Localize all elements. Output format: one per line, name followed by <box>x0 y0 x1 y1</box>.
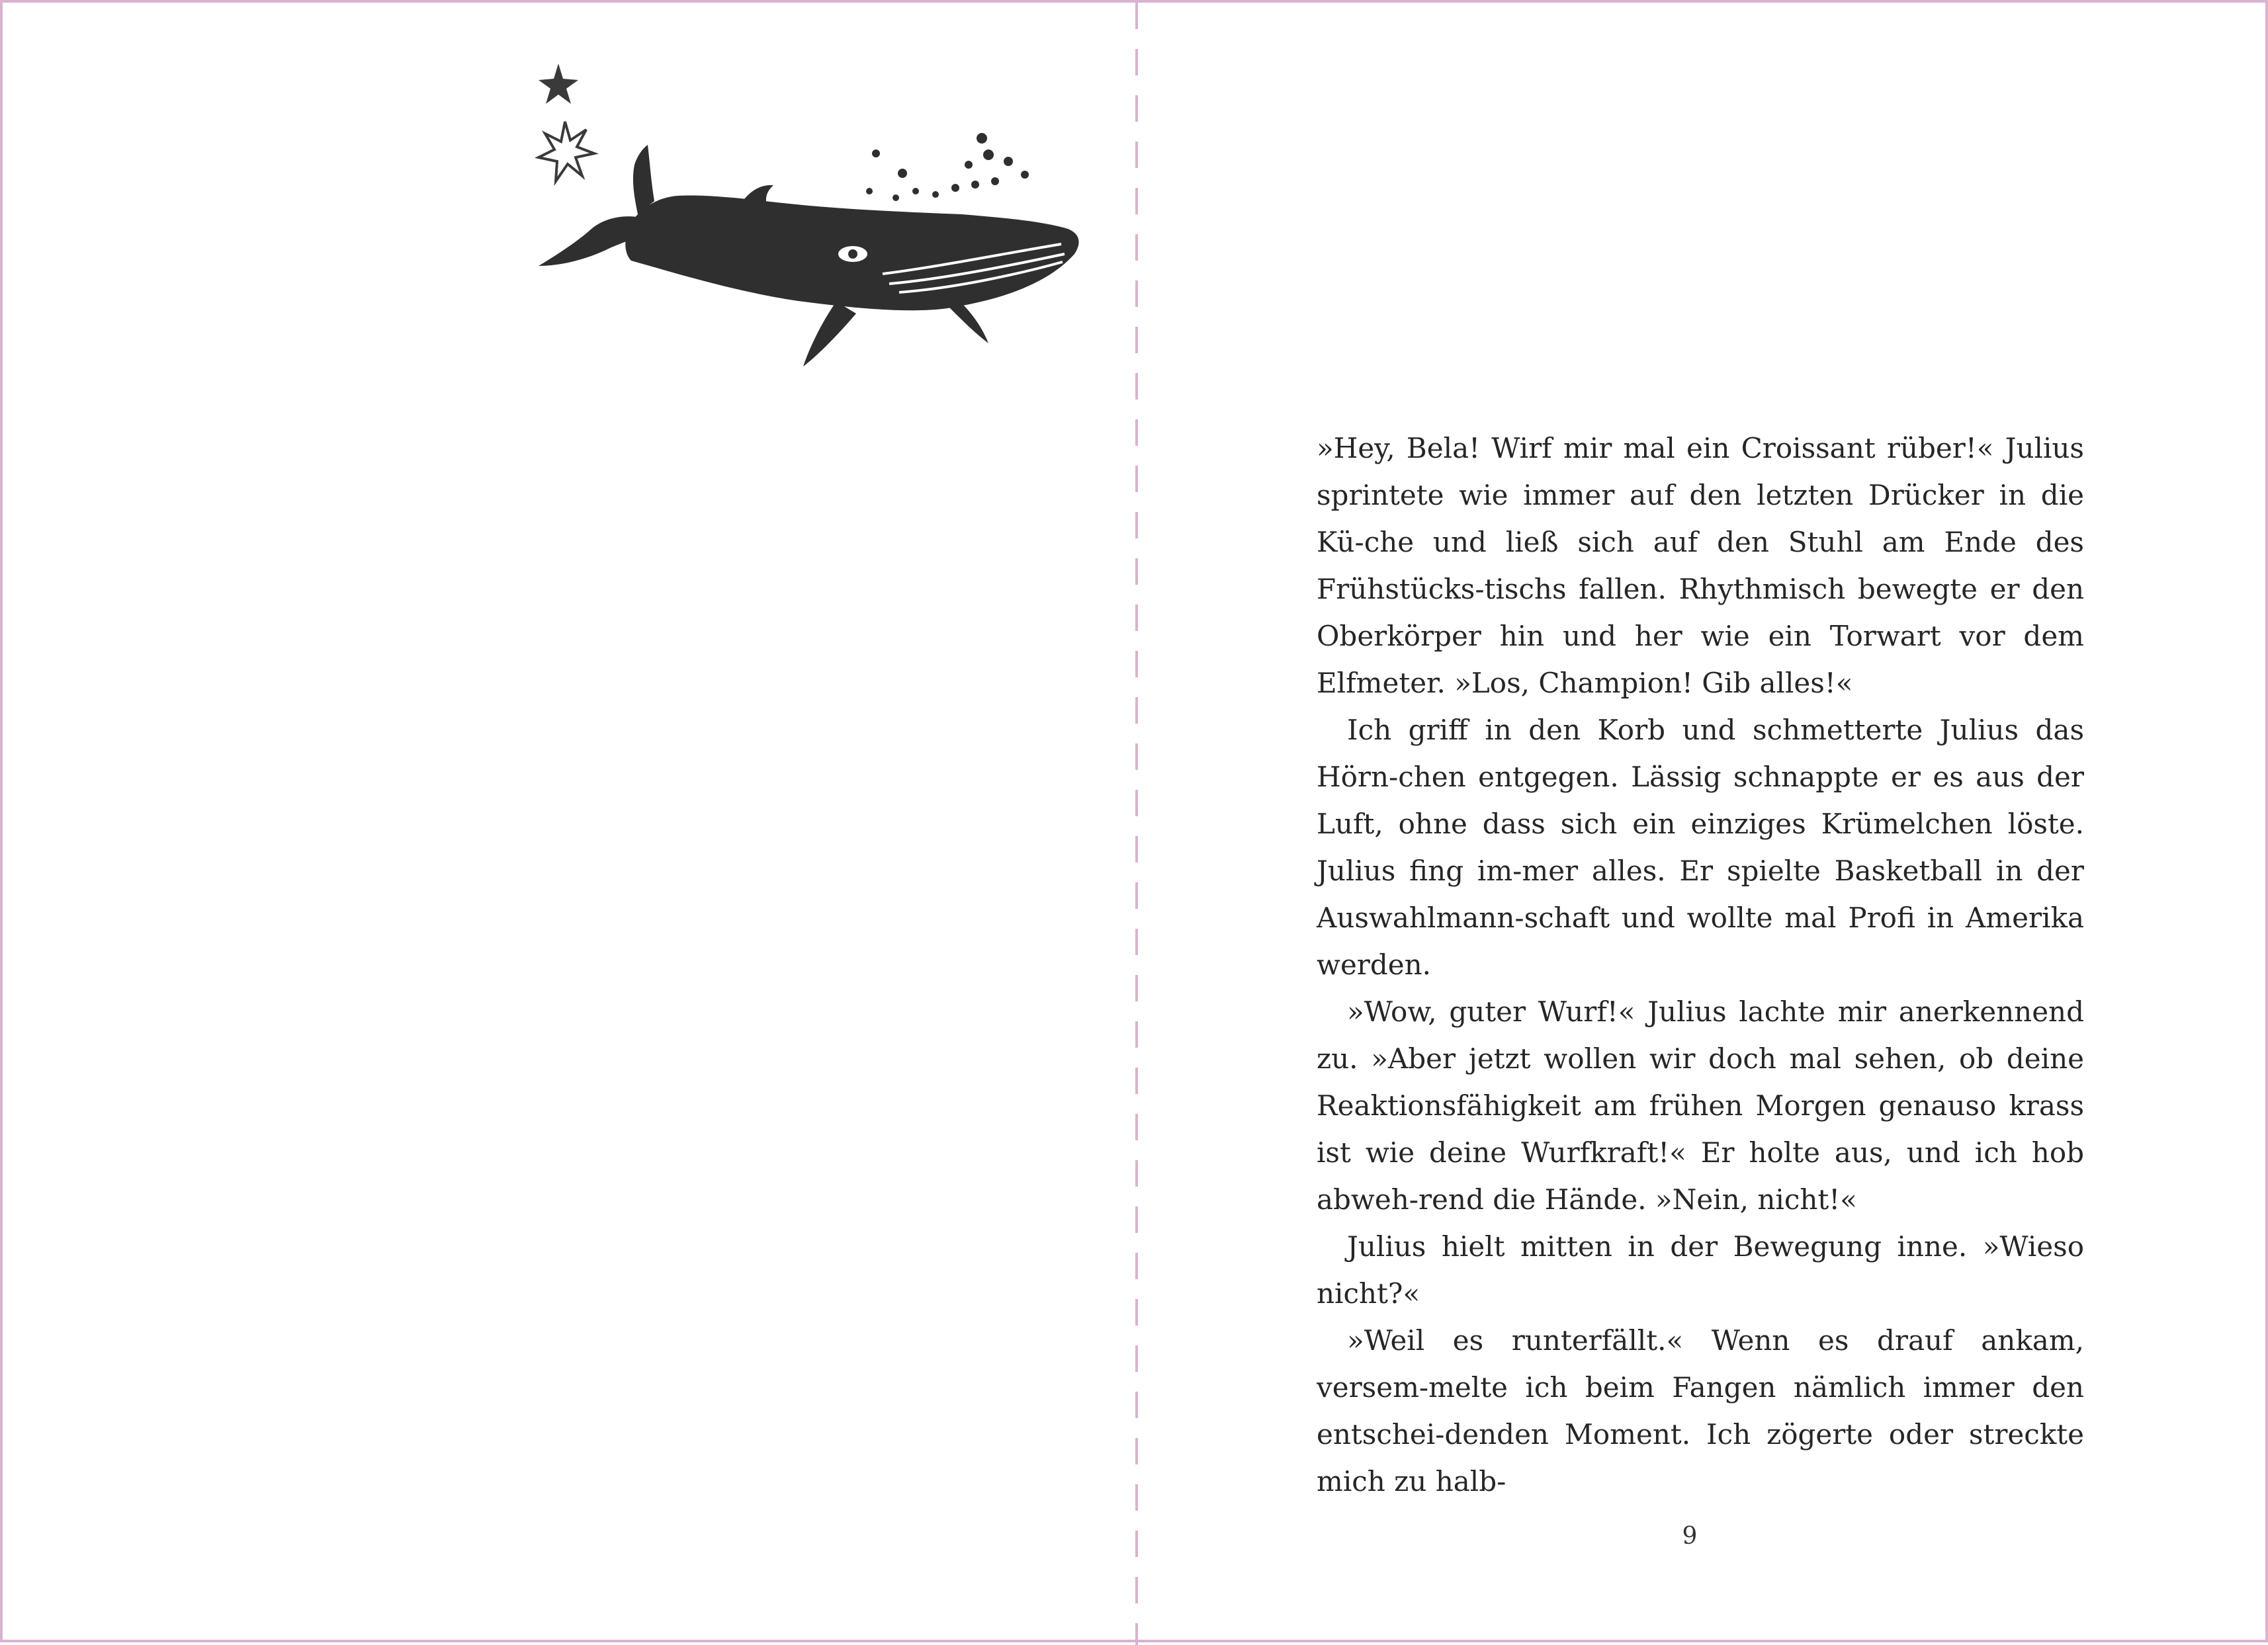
paragraph: »Wow, guter Wurf!« Julius lachte mir anerkennend zu. »Aber jetzt wollen wir doch mal sehen, ob deine Reaktionsfähigkeit am frühen Morgen genauso krass ist wie deine Wurfkraft!« Er holte aus, und ich hob abweh-rend die Hände. »Nein, nicht!« <box>1317 995 2084 1216</box>
paragraph: Ich griff in den Korb und schmetterte Julius das Hörn-chen entgegen. Lässig schnappte er es aus der Luft, ohne dass sich ein einziges Krümelchen löste. Julius fing im-mer alles. Er spielte Basketball in der Auswahlmann-schaft und wollte mal Profi in Amerika werden. <box>1317 714 2084 981</box>
whale-icon <box>539 133 1079 366</box>
sparkle-star-icon <box>539 122 594 181</box>
left-page <box>3 3 1135 1645</box>
star-icon <box>539 63 578 104</box>
page-number: 9 <box>1682 1523 1698 1550</box>
paragraph: Julius hielt mitten in der Bewegung inne. »Wieso nicht?« <box>1317 1230 2084 1310</box>
paragraph: »Weil es runterfällt.« Wenn es drauf ankam, versem-melte ich beim Fangen nämlich immer den entschei-denden Moment. Ich zögerte oder streckte mich zu halb- <box>1317 1324 2084 1497</box>
paragraph: »Hey, Bela! Wirf mir mal ein Croissant rüber!« Julius sprintete wie immer auf den letzten Drücker in die Kü-che und ließ sich auf den Stuhl am Ende des Frühstücks-tischs fallen. Rhythmisch bewegte er den Oberkörper hin und her wie ein Torwart vor dem Elfmeter. »Los, Champion! Gib alles!« <box>1317 432 2084 699</box>
chapter-body-text <box>1317 425 2084 1505</box>
whale-illustration <box>525 56 1121 485</box>
